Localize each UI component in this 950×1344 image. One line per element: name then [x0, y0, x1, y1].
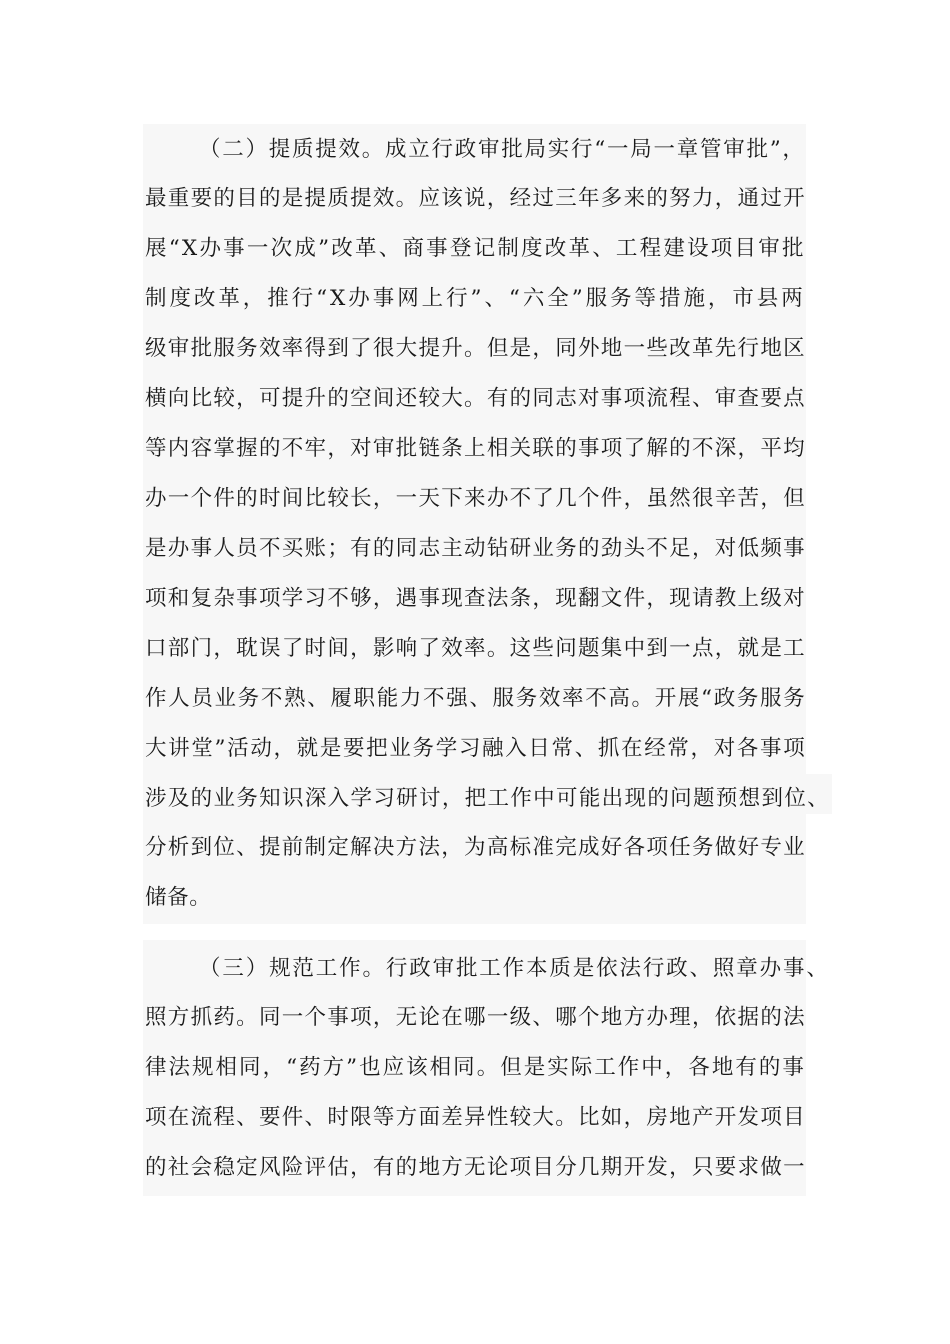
paragraph-line: 展“X办事一次成”改革、商事登记制度改革、工程建设项目审批	[145, 236, 806, 261]
paragraph-line: 最重要的目的是提质提效。应该说，经过三年多来的努力，通过开	[145, 186, 806, 211]
paragraph-line: 涉及的业务知识深入学习研讨，把工作中可能出现的问题预想到位、	[145, 786, 831, 811]
paragraph-line: 级审批服务效率得到了很大提升。但是，同外地一些改革先行地区	[145, 336, 806, 361]
paragraph-line: 作人员业务不熟、履职能力不强、服务效率不高。开展“政务服务	[145, 686, 807, 711]
paragraph-line: 是办事人员不买账；有的同志主动钻研业务的劲头不足，对低频事	[145, 536, 806, 561]
paragraph-line: 储备。	[145, 885, 212, 910]
paragraph-line: 照方抓药。同一个事项，无论在哪一级、哪个地方办理，依据的法	[145, 1005, 806, 1030]
paragraph-line: （二）提质提效。成立行政审批局实行“一局一章管审批”，	[199, 137, 806, 162]
paragraph-line: （三）规范工作。行政审批工作本质是依法行政、照章办事、	[199, 956, 830, 981]
paragraph-line: 大讲堂”活动，就是要把业务学习融入日常、抓在经常，对各事项	[145, 736, 807, 761]
paragraph-line: 口部门，耽误了时间，影响了效率。这些问题集中到一点，就是工	[145, 636, 806, 661]
paragraph-line: 横向比较，可提升的空间还较大。有的同志对事项流程、审查要点	[145, 386, 806, 411]
paragraph-line: 律法规相同，“药方”也应该相同。但是实际工作中，各地有的事	[145, 1055, 806, 1080]
paragraph-line: 项在流程、要件、时限等方面差异性较大。比如，房地产开发项目	[145, 1105, 806, 1130]
paragraph-line: 制度改革，推行“X办事网上行”、“六全”服务等措施，市县两	[145, 286, 806, 311]
paragraph-line: 的社会稳定风险评估，有的地方无论项目分几期开发，只要求做一	[145, 1155, 806, 1180]
paragraph-line: 等内容掌握的不牢，对审批链条上相关联的事项了解的不深，平均	[145, 436, 806, 461]
paragraph-line: 项和复杂事项学习不够，遇事现查法条，现翻文件，现请教上级对	[145, 586, 806, 611]
paragraph-line: 分析到位、提前制定解决方法，为高标准完成好各项任务做好专业	[145, 835, 806, 860]
paragraph-line: 办一个件的时间比较长，一天下来办不了几个件，虽然很辛苦，但	[145, 486, 806, 511]
